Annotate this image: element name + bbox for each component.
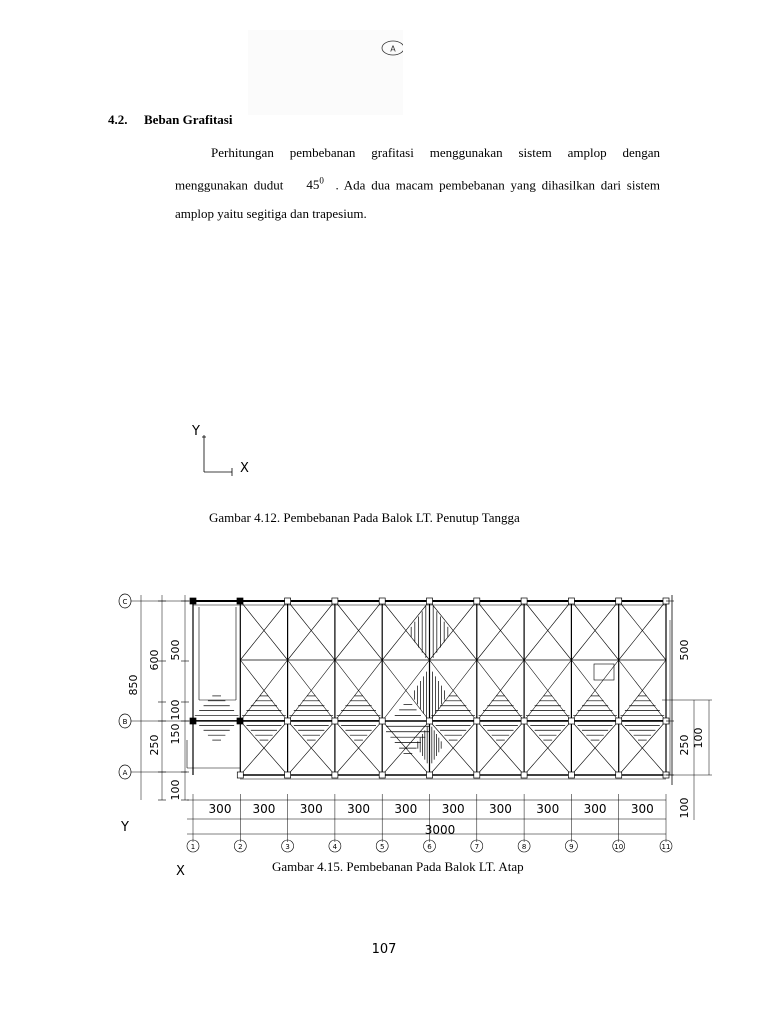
left-dimension-4: 100: [169, 699, 182, 721]
figure1-axis: [188, 420, 258, 480]
column-a3: [285, 772, 291, 778]
right-dimension-4: 100: [678, 797, 691, 819]
column-a8: [521, 772, 527, 778]
column-b9: [568, 718, 574, 724]
figure1-axis-x: X: [240, 461, 249, 476]
column-axis-label-3: 3: [285, 843, 290, 851]
load-triangle-hatch-1: [195, 691, 239, 745]
column-a6: [427, 772, 433, 778]
page-number: 107: [371, 942, 397, 957]
roof-beam-loading-plan: [0, 580, 768, 880]
figure2-axis-y: Y: [121, 820, 129, 835]
column-b7: [474, 718, 480, 724]
left-dimension-1: 850: [127, 674, 140, 696]
bay-dimension-2: 300: [252, 802, 276, 816]
bay-dimension-1: 300: [208, 802, 232, 816]
bay-dimension-3: 300: [299, 802, 323, 816]
left-dimension-7: 100: [169, 779, 182, 801]
bay-dimension-9: 300: [583, 802, 607, 816]
left-dimension-2: 600: [148, 649, 161, 671]
load-triangle-hatch-3: [289, 691, 333, 745]
column-c7: [474, 598, 480, 604]
total-dimension: 3000: [424, 823, 456, 837]
column-b3: [285, 718, 291, 724]
column-axis-label-7: 7: [474, 843, 480, 851]
right-dimension-2: 250: [678, 734, 691, 756]
column-axis-label-2: 2: [238, 843, 243, 851]
row-axis-label-A: A: [122, 769, 128, 777]
column-c8: [521, 598, 527, 604]
bay-dimension-7: 300: [488, 802, 512, 816]
column-c3: [285, 598, 291, 604]
column-a4: [332, 772, 338, 778]
load-trapezoid-hatch-upper: [408, 601, 452, 663]
section-heading: [108, 112, 232, 128]
right-dimension-1: 500: [678, 639, 691, 661]
load-triangle-hatch-8: [526, 691, 570, 745]
column-axis-label-8: 8: [521, 843, 527, 851]
column-b6: [427, 718, 433, 724]
angle-exponent: 0: [319, 176, 324, 186]
grid-marker-a-label: A: [390, 44, 396, 54]
column-a9: [568, 772, 574, 778]
column-b4: [332, 718, 338, 724]
bay-dimension-10: 300: [630, 802, 654, 816]
column-a10: [616, 772, 622, 778]
load-trapezoid-hatch-lower: [416, 723, 444, 767]
figure2-caption: Gambar 4.15. Pembebanan Pada Balok LT. Atap: [272, 859, 524, 874]
column-axis-label-11: 11: [661, 843, 671, 851]
left-dimension-5: 150: [169, 723, 182, 745]
section-title: Beban Grafitasi: [144, 112, 233, 127]
top-figure-fragment: [248, 30, 403, 115]
load-triangle-hatch-7: [479, 691, 523, 745]
bay-dimension-4: 300: [347, 802, 371, 816]
section-paragraph: [175, 138, 660, 228]
paragraph-text-part2: . Ada dua macam pembebanan yang dihasilkan dari sistem amplop yaitu segitiga dan trapesium.: [175, 177, 661, 222]
column-a2: [237, 772, 243, 778]
column-axis-label-1: 1: [190, 843, 196, 851]
paragraph-text-part1: Perhitungan pembebanan grafitasi menggunakan sistem amplop dengan menggunakan dudut: [175, 145, 660, 193]
column-a5: [379, 772, 385, 778]
bay-dimension-5: 300: [394, 802, 418, 816]
opening-mark: [594, 664, 614, 680]
column-b5: [379, 718, 385, 724]
load-triangle-hatch-6: [431, 691, 475, 745]
column-axis-label-9: 9: [569, 843, 574, 851]
column-axis-label-4: 4: [332, 843, 338, 851]
column-c4: [332, 598, 338, 604]
column-c6: [427, 598, 433, 604]
load-triangle-hatch-2: [242, 691, 286, 745]
grid-marker-a-icon: [248, 30, 403, 115]
section-number: 4.2.: [108, 112, 128, 127]
row-axis-label-C: C: [122, 598, 128, 606]
column-c9: [568, 598, 574, 604]
figure1-axis-y: Y: [192, 424, 200, 439]
column-b10: [616, 718, 622, 724]
load-triangle-hatch-9: [573, 691, 617, 745]
column-c5: [379, 598, 385, 604]
column-c10: [616, 598, 622, 604]
column-b2: [237, 718, 243, 724]
load-triangle-hatch-10: [621, 691, 665, 745]
column-c2: [237, 598, 243, 604]
bay-dimension-6: 300: [441, 802, 465, 816]
right-dimension-3: 100: [692, 727, 705, 749]
load-triangle-hatch-4: [337, 691, 381, 745]
column-a7: [474, 772, 480, 778]
load-trapezoid-hatch-mid: [412, 667, 448, 723]
left-dimension-6: 250: [148, 734, 161, 756]
left-dimension-3: 500: [169, 639, 182, 661]
angle-value: $45^0$: [306, 176, 324, 193]
figure2-axis-x: X: [176, 864, 185, 879]
column-axis-label-10: 10: [614, 843, 624, 851]
column-axis-label-6: 6: [427, 843, 432, 851]
column-b8: [521, 718, 527, 724]
bay-dimension-8: 300: [536, 802, 560, 816]
column-axis-label-5: 5: [379, 843, 385, 851]
figure1-caption: Gambar 4.12. Pembebanan Pada Balok LT. Penutup Tangga: [209, 510, 520, 525]
row-axis-label-B: B: [122, 718, 128, 726]
